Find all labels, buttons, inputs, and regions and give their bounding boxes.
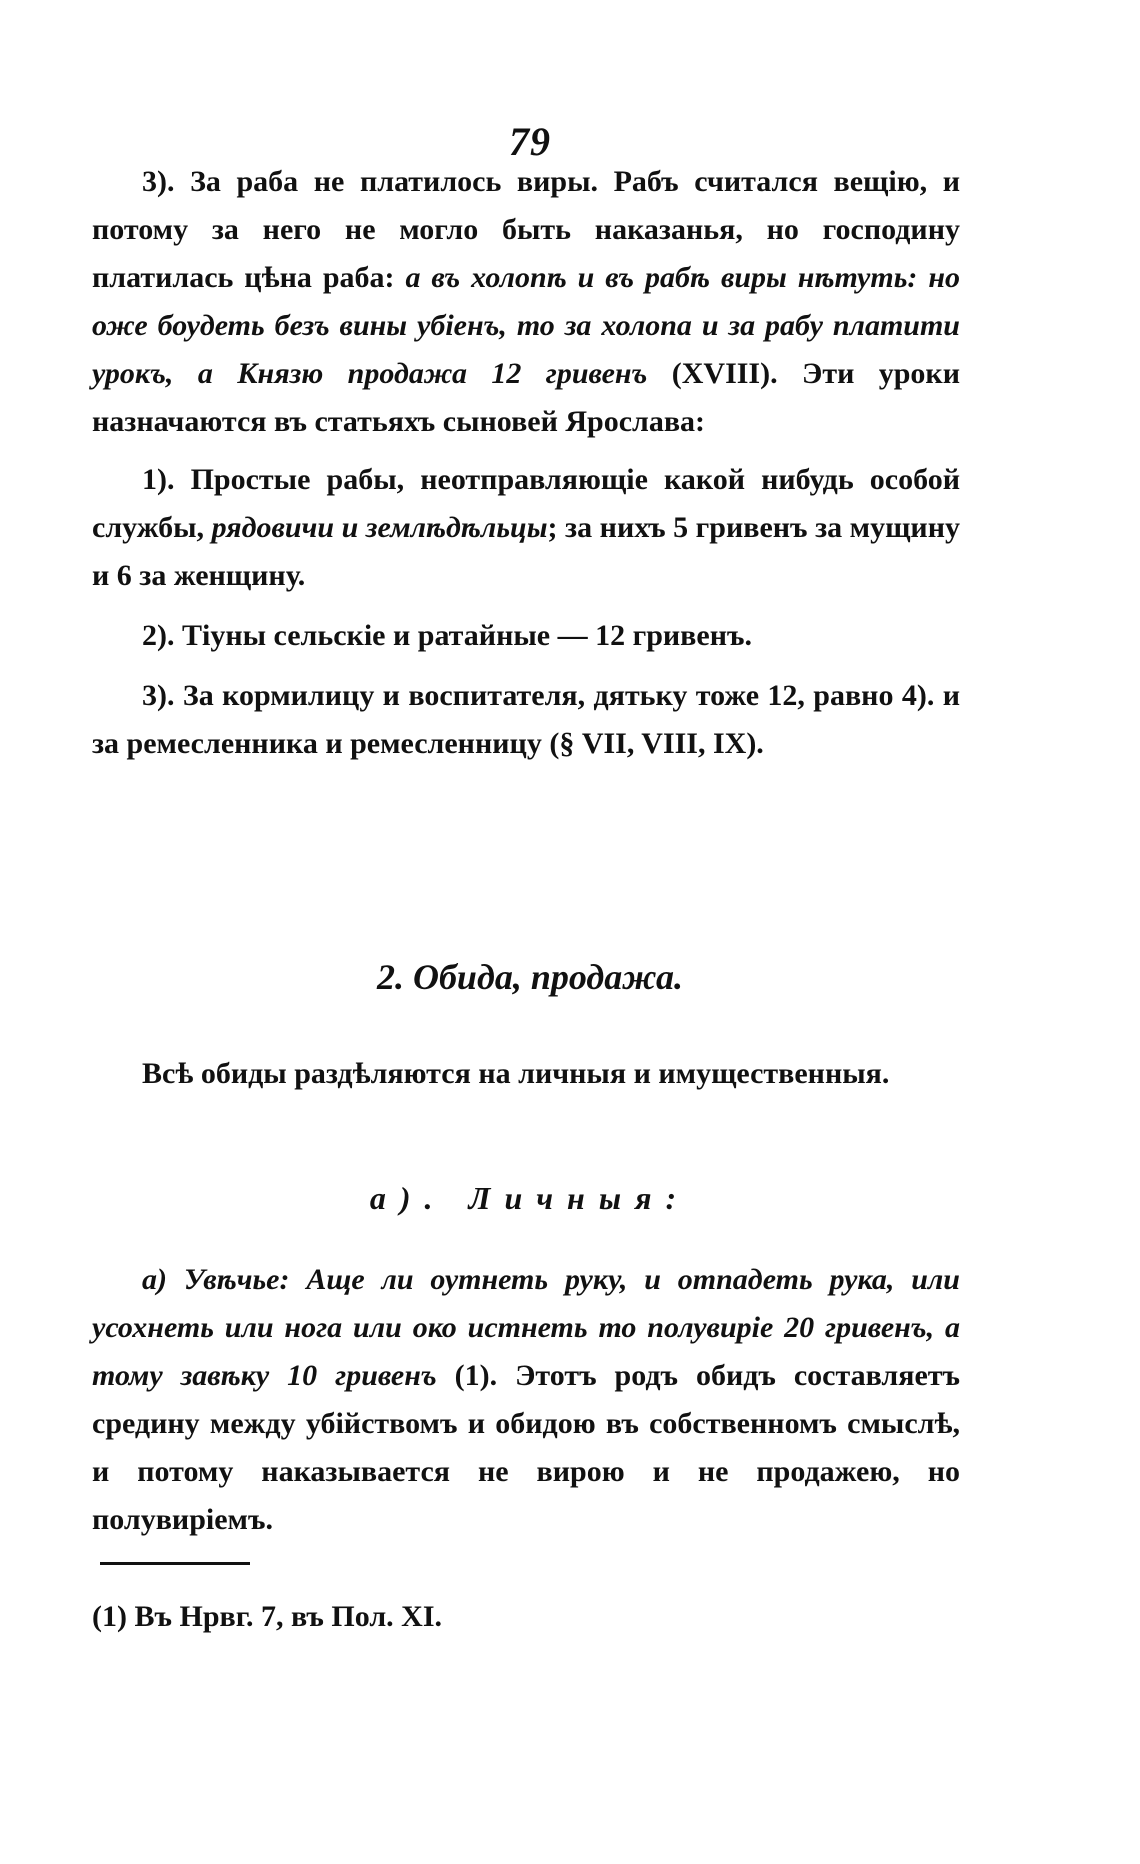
paragraph-injury	[92, 1256, 960, 1544]
para3-lead: а) Увѣчье:	[142, 1263, 307, 1296]
footnote-divider	[100, 1562, 250, 1565]
para3-ref: (1).	[436, 1359, 516, 1392]
para1-ref: (XVIII).	[647, 357, 802, 390]
paragraph-slave-value	[92, 158, 960, 768]
section-heading: 2. Обида, продажа.	[376, 957, 684, 997]
para3-quote: Аще ли оутнеть руку, и отпадеть рука, или усохнеть или нога или око истнеть то полувиріе 20 гривенъ, а тому завѣку 10 гривенъ	[92, 1263, 960, 1392]
para1-quote: а въ холопѣ и въ рабѣ виры нѣтуть: но оже боудеть безъ вины убіенъ, то за холопа и за рабу платити урокъ, а Князю продажа 12 гривенъ	[92, 261, 960, 390]
subsection-heading: а). Личныя:	[369, 1180, 691, 1216]
para2-text: Всѣ обиды раздѣляются на личныя и имущественныя.	[142, 1057, 890, 1090]
para3-tail: Этотъ родъ обидъ составляетъ средину между убійствомъ и обидою въ собственномъ смыслѣ, и потому наказывается не вирою и не продажею, но полувиріемъ.	[92, 1359, 961, 1536]
footnote: (1) Въ Нрвг. 7, въ Пол. XI.	[92, 1600, 442, 1633]
para1-lead: 3). За раба не платилось виры. Рабъ считался вещію, и потому за него не могло быть наказанья, но господину платилась цѣна раба:	[92, 165, 960, 294]
paragraph-offenses	[92, 1050, 960, 1098]
list-item-2: 2). Тіуны сельскіе и ратайные — 12 гривенъ.	[142, 619, 752, 652]
page-number: 79	[509, 119, 551, 164]
item1-tail: ; за нихъ 5 гривенъ за мущину и 6 за женщину.	[92, 511, 960, 592]
item1-lead: 1). Простые рабы, неотправляющіе какой нибудь особой службы,	[92, 463, 960, 544]
list-item-3: 3). За кормилицу и воспитателя, дятьку тоже 12, равно 4). и за ремесленника и ремесленницу (§ VII, VIII, IX).	[92, 679, 960, 760]
para1-tail: Эти уроки назначаются въ статьяхъ сыновей Ярослава:	[92, 357, 960, 438]
item1-italic: рядовичи и землѣдѣльцы	[211, 511, 548, 544]
list-item-1	[92, 456, 960, 600]
